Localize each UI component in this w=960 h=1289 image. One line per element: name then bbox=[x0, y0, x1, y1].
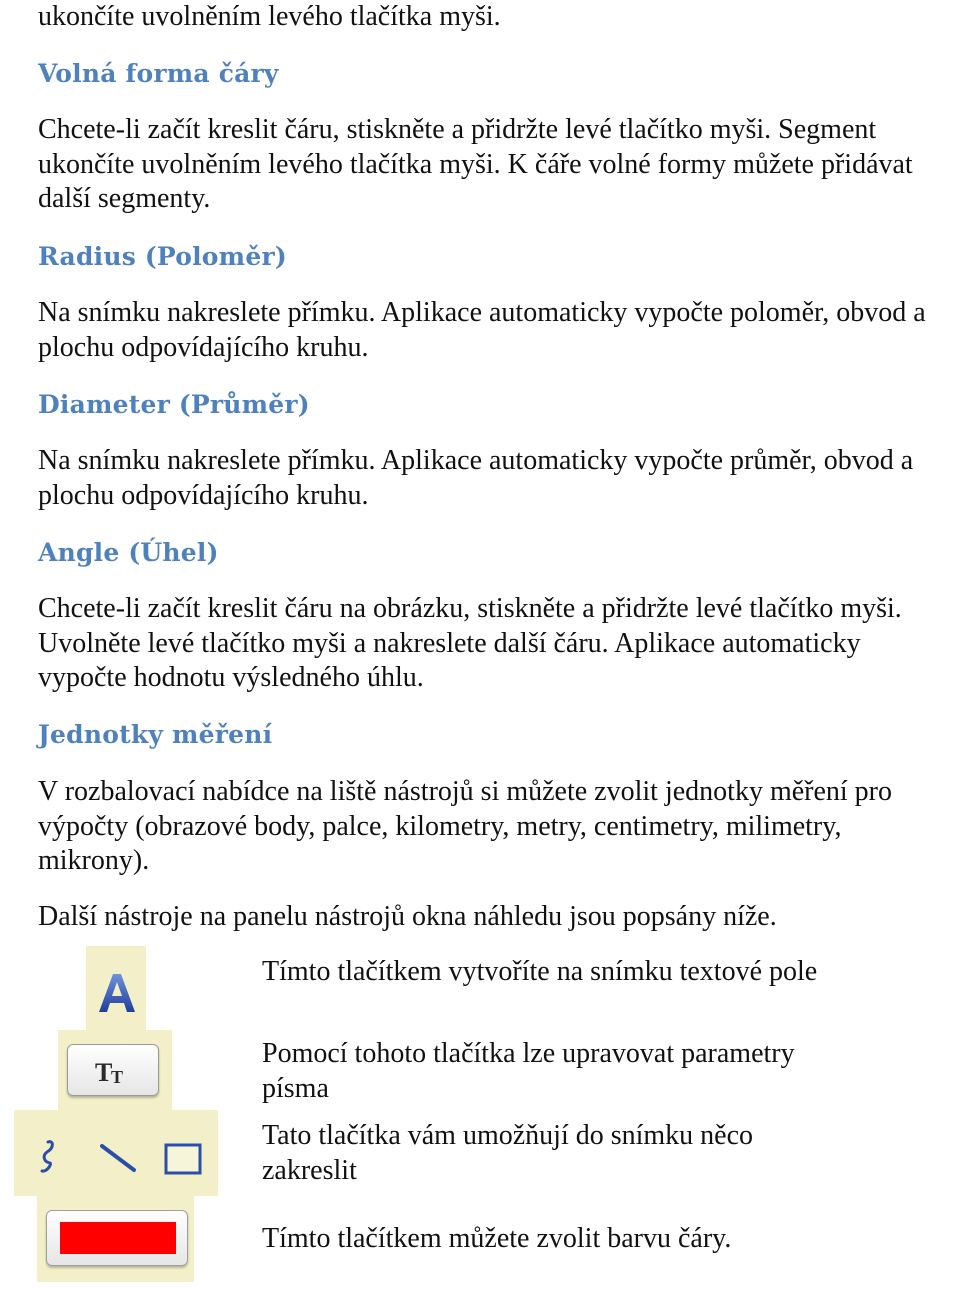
rectangle-icon[interactable] bbox=[166, 1145, 200, 1173]
heading-radius: Radius (Poloměr) bbox=[38, 242, 287, 271]
heading-angle: Angle (Úhel) bbox=[38, 538, 219, 567]
font-settings-button[interactable] bbox=[67, 1044, 159, 1096]
heading-freeform-line: Volná forma čáry bbox=[38, 59, 279, 88]
text-tool-icon bbox=[86, 946, 146, 1030]
freeform-line-icon[interactable] bbox=[42, 1142, 52, 1171]
text-tool-description: Tímto tlačítkem vytvoříte na snímku textové pole bbox=[262, 956, 818, 987]
heading-measurement-units: Jednotky měření bbox=[38, 720, 273, 749]
draw-tools-description: Tato tlačítka vám umožňují do snímku něco zakreslit bbox=[262, 1120, 754, 1186]
straight-line-icon[interactable] bbox=[102, 1146, 134, 1170]
paragraph-angle: Chcete-li začít kreslit čáru na obrázku, stiskněte a přidržte levé tlačítko myši. Uvolněte levé tlačítko myši a nakreslete další čáru. Aplikace automaticky vypočte hodnotu výsledného úhlu. bbox=[38, 593, 902, 693]
draw-tools-group bbox=[14, 1110, 218, 1196]
line-color-description: Tímto tlačítkem můžete zvolit barvu čáry. bbox=[262, 1223, 732, 1254]
font-settings-description: Pomocí tohoto tlačítka lze upravovat parametry písma bbox=[262, 1038, 795, 1104]
font-settings-icon bbox=[68, 1045, 160, 1097]
draw-tools-icons bbox=[14, 1110, 218, 1196]
paragraph-diameter: Na snímku nakreslete přímku. Aplikace automaticky vypočte průměr, obvod a plochu odpovídajícího kruhu. bbox=[38, 445, 914, 511]
line-color-swatch bbox=[60, 1222, 176, 1254]
heading-diameter: Diameter (Průměr) bbox=[38, 390, 310, 419]
paragraph-freeform-line: Chcete-li začít kreslit čáru, stiskněte a přidržte levé tlačítko myši. Segment ukončíte uvolněním levého tlačítka myši. K čáře volné formy můžete přidávat další segmenty. bbox=[38, 114, 913, 214]
paragraph-intro-end: ukončíte uvolněním levého tlačítka myši. bbox=[38, 1, 501, 32]
line-color-button-area bbox=[37, 1196, 194, 1282]
paragraph-radius: Na snímku nakreslete přímku. Aplikace automaticky vypočte poloměr, obvod a plochu odpovídajícího kruhu. bbox=[38, 297, 926, 363]
svg-text:T: T bbox=[95, 1058, 113, 1087]
line-color-button[interactable] bbox=[46, 1210, 188, 1266]
paragraph-measurement-units: V rozbalovací nabídce na liště nástrojů si můžete zvolit jednotky měření pro výpočty (obrazové body, palce, kilometry, metry, centimetry, milimetry, mikrony). bbox=[38, 776, 892, 876]
font-settings-button-area bbox=[58, 1030, 172, 1110]
text-tool-button[interactable] bbox=[86, 946, 146, 1030]
paragraph-more-tools: Další nástroje na panelu nástrojů okna náhledu jsou popsány níže. bbox=[38, 901, 777, 932]
svg-text:T: T bbox=[111, 1067, 124, 1087]
